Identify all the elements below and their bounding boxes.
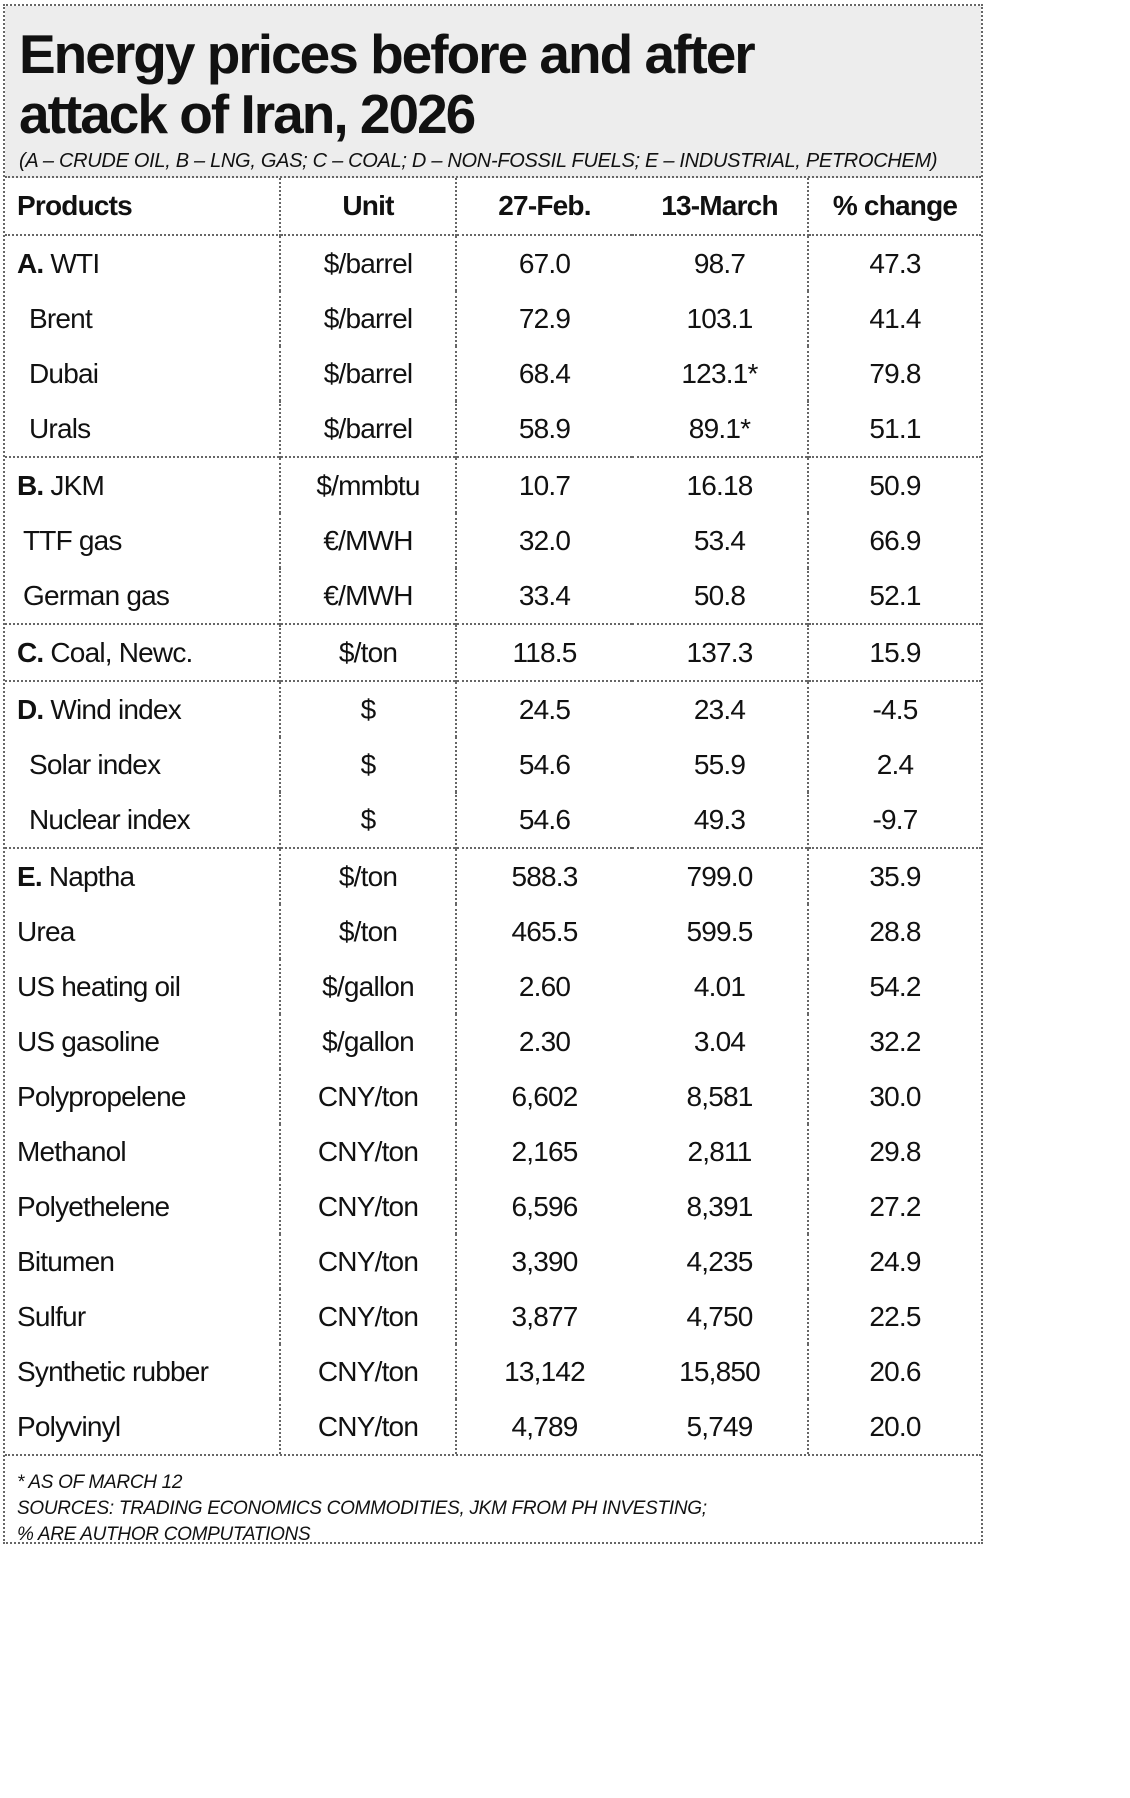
product-cell xyxy=(5,1179,280,1234)
table-row xyxy=(5,848,981,904)
price-13-march-cell: 2,811 xyxy=(632,1124,808,1179)
table-row xyxy=(5,1069,981,1124)
unit-cell: $/ton xyxy=(280,624,456,681)
price-27-feb-cell: 6,596 xyxy=(511,1190,578,1222)
product-name: Sulfur xyxy=(17,1300,86,1332)
product-name: TTF gas xyxy=(23,524,122,556)
price-27-feb-cell: 3,877 xyxy=(511,1300,578,1332)
table-row xyxy=(5,681,981,737)
price-13-march-cell: 15,850 xyxy=(632,1344,808,1399)
table-row xyxy=(5,1344,981,1399)
unit-cell: CNY/ton xyxy=(280,1289,456,1344)
footnote-asterisk: * AS OF MARCH 12 xyxy=(17,1472,183,1493)
pct-change-cell: 20.0 xyxy=(869,1410,921,1442)
page-title xyxy=(19,24,969,144)
price-27-feb-cell: 588.3 xyxy=(456,848,632,904)
pct-change-cell: 15.9 xyxy=(808,624,981,681)
product-cell xyxy=(5,792,280,848)
price-27-feb-cell: 2,165 xyxy=(511,1135,578,1167)
pct-change-cell: 51.1 xyxy=(869,412,921,444)
price-13-march-cell: 89.1* xyxy=(632,401,808,457)
product-cell xyxy=(5,346,280,401)
price-13-march-cell: 4,750 xyxy=(632,1289,808,1344)
unit-cell: $ xyxy=(280,737,456,792)
price-27-feb-cell: 32.0 xyxy=(518,524,571,556)
price-13-march-cell: 16.18 xyxy=(632,457,808,513)
price-13-march-cell: 8,581 xyxy=(632,1069,808,1124)
table-row xyxy=(5,568,981,624)
price-27-feb-cell: 118.5 xyxy=(456,624,632,681)
product-name: Naptha xyxy=(41,860,135,892)
price-27-feb-cell: 10.7 xyxy=(456,457,632,513)
unit-cell: CNY/ton xyxy=(280,1234,456,1289)
price-13-march-cell: 123.1* xyxy=(632,346,808,401)
table-row xyxy=(5,513,981,568)
unit-cell: CNY/ton xyxy=(280,1399,456,1454)
product-name: Urea xyxy=(17,915,75,947)
price-27-feb-cell: 4,789 xyxy=(511,1410,578,1442)
pct-change-cell: 20.6 xyxy=(869,1355,921,1387)
product-name: US gasoline xyxy=(17,1025,160,1057)
unit-cell: $/barrel xyxy=(280,401,456,457)
table-row xyxy=(5,291,981,346)
prices-table xyxy=(5,178,981,1454)
table-row xyxy=(5,235,981,291)
table-body xyxy=(5,235,981,1454)
pct-change-cell: 66.9 xyxy=(869,524,921,556)
unit-cell: $ xyxy=(280,681,456,737)
product-cell xyxy=(5,1344,280,1399)
footnotes xyxy=(5,1454,981,1548)
footnote-sources: SOURCES: TRADING ECONOMICS COMMODITIES, JKM FROM PH INVESTING; xyxy=(17,1498,707,1519)
unit-cell: CNY/ton xyxy=(280,1179,456,1234)
product-cell xyxy=(5,737,280,792)
unit-cell: $/ton xyxy=(280,848,456,904)
pct-change-cell: 41.4 xyxy=(869,302,921,334)
price-13-march-cell: 103.1 xyxy=(632,291,808,346)
footnote-computations: % ARE AUTHOR COMPUTATIONS xyxy=(17,1524,311,1545)
product-name: Polyvinyl xyxy=(17,1410,121,1442)
pct-change-cell: 50.9 xyxy=(808,457,981,513)
table-row xyxy=(5,346,981,401)
pct-change-cell: 32.2 xyxy=(869,1025,921,1057)
price-27-feb-cell: 67.0 xyxy=(518,247,571,279)
col-header-products: Products xyxy=(5,178,280,235)
product-name: Bitumen xyxy=(17,1245,115,1277)
product-name: Synthetic rubber xyxy=(17,1355,209,1387)
product-cell xyxy=(5,848,280,904)
unit-cell: $ xyxy=(280,792,456,848)
product-cell xyxy=(5,291,280,346)
price-27-feb-cell: 6,602 xyxy=(511,1080,578,1112)
title-line-1: Energy prices before and after xyxy=(19,23,754,85)
product-name: Polypropelene xyxy=(17,1080,186,1112)
price-13-march-cell: 5,749 xyxy=(632,1399,808,1454)
col-header-27-feb: 27-Feb. xyxy=(456,178,632,235)
price-27-feb-cell: 13,142 xyxy=(504,1355,585,1387)
product-cell xyxy=(5,904,280,959)
pct-change-cell: 30.0 xyxy=(869,1080,921,1112)
price-27-feb-cell: 33.4 xyxy=(518,579,571,611)
price-13-march-cell: 4.01 xyxy=(632,959,808,1014)
unit-cell: $/barrel xyxy=(280,346,456,401)
product-name: JKM xyxy=(43,469,104,501)
group-code: C. xyxy=(17,636,44,668)
product-cell xyxy=(5,457,280,513)
product-cell xyxy=(5,568,280,624)
price-27-feb-cell: 2.30 xyxy=(518,1025,571,1057)
price-27-feb-cell: 2.60 xyxy=(518,970,571,1002)
price-27-feb-cell: 54.6 xyxy=(518,803,571,835)
price-27-feb-cell: 465.5 xyxy=(511,915,578,947)
product-cell xyxy=(5,1069,280,1124)
price-13-march-cell: 49.3 xyxy=(632,792,808,848)
product-cell xyxy=(5,1289,280,1344)
col-header-pct-change: % change xyxy=(808,178,981,235)
unit-cell: €/MWH xyxy=(280,513,456,568)
table-row xyxy=(5,1234,981,1289)
subtitle: (A – CRUDE OIL, B – LNG, GAS; C – COAL; D – NON-FOSSIL FUELS; E – INDUSTRIAL, PETROCHEM) xyxy=(19,150,938,172)
unit-cell: CNY/ton xyxy=(280,1124,456,1179)
product-name: Wind index xyxy=(43,693,181,725)
table-row xyxy=(5,1124,981,1179)
pct-change-cell: 54.2 xyxy=(869,970,921,1002)
col-header-13-march: 13-March xyxy=(632,178,808,235)
product-name: Brent xyxy=(29,302,92,334)
pct-change-cell: 27.2 xyxy=(869,1190,921,1222)
title-line-2: attack of Iran, 2026 xyxy=(19,83,475,145)
pct-change-cell: 22.5 xyxy=(869,1300,921,1332)
table-row xyxy=(5,737,981,792)
product-cell xyxy=(5,959,280,1014)
col-header-unit: Unit xyxy=(280,178,456,235)
table-row xyxy=(5,401,981,457)
table-row xyxy=(5,1014,981,1069)
price-27-feb-cell: 24.5 xyxy=(456,681,632,737)
price-27-feb-cell: 68.4 xyxy=(518,357,571,389)
product-name: WTI xyxy=(43,247,100,279)
table-header-row xyxy=(5,178,981,235)
product-name: Polyethelene xyxy=(17,1190,170,1222)
table-row xyxy=(5,1399,981,1454)
product-cell xyxy=(5,1234,280,1289)
product-cell xyxy=(5,1399,280,1454)
pct-change-cell: 28.8 xyxy=(869,915,921,947)
group-code: B. xyxy=(17,469,44,501)
pct-change-cell: 2.4 xyxy=(876,748,914,780)
product-name: Coal, Newc. xyxy=(43,636,193,668)
pct-change-cell: -4.5 xyxy=(808,681,981,737)
group-code: E. xyxy=(17,860,42,892)
group-code: D. xyxy=(17,693,44,725)
table-row xyxy=(5,1289,981,1344)
product-name: US heating oil xyxy=(17,970,181,1002)
table-row xyxy=(5,959,981,1014)
price-13-march-cell: 599.5 xyxy=(632,904,808,959)
product-cell xyxy=(5,401,280,457)
unit-cell: €/MWH xyxy=(280,568,456,624)
pct-change-cell: 52.1 xyxy=(869,579,921,611)
product-name: Urals xyxy=(29,412,91,444)
product-name: Nuclear index xyxy=(29,803,190,835)
price-27-feb-cell: 3,390 xyxy=(511,1245,578,1277)
price-13-march-cell: 4,235 xyxy=(632,1234,808,1289)
unit-cell: $/barrel xyxy=(280,235,456,291)
group-code: A. xyxy=(17,247,44,279)
product-cell xyxy=(5,235,280,291)
price-27-feb-cell: 72.9 xyxy=(518,302,571,334)
unit-cell: $/ton xyxy=(280,904,456,959)
product-cell xyxy=(5,1124,280,1179)
price-13-march-cell: 53.4 xyxy=(632,513,808,568)
price-27-feb-cell: 54.6 xyxy=(518,748,571,780)
product-name: Dubai xyxy=(29,357,99,389)
product-cell xyxy=(5,1014,280,1069)
price-13-march-cell: 3.04 xyxy=(632,1014,808,1069)
pct-change-cell: 29.8 xyxy=(869,1135,921,1167)
pct-change-cell: 79.8 xyxy=(869,357,921,389)
price-13-march-cell: 8,391 xyxy=(632,1179,808,1234)
price-13-march-cell: 98.7 xyxy=(632,235,808,291)
product-name: German gas xyxy=(23,579,170,611)
energy-prices-table-card xyxy=(3,4,983,1544)
table-row xyxy=(5,792,981,848)
unit-cell: $/barrel xyxy=(280,291,456,346)
product-cell xyxy=(5,624,280,681)
table-row xyxy=(5,624,981,681)
unit-cell: CNY/ton xyxy=(280,1344,456,1399)
price-13-march-cell: 50.8 xyxy=(632,568,808,624)
price-27-feb-cell: 58.9 xyxy=(518,412,571,444)
unit-cell: $/mmbtu xyxy=(280,457,456,513)
table-row xyxy=(5,1179,981,1234)
table-row xyxy=(5,904,981,959)
pct-change-cell: 24.9 xyxy=(869,1245,921,1277)
pct-change-cell: -9.7 xyxy=(872,803,918,835)
product-name: Solar index xyxy=(29,748,161,780)
unit-cell: CNY/ton xyxy=(280,1069,456,1124)
price-13-march-cell: 23.4 xyxy=(632,681,808,737)
pct-change-cell: 47.3 xyxy=(869,247,921,279)
unit-cell: $/gallon xyxy=(280,1014,456,1069)
pct-change-cell: 35.9 xyxy=(808,848,981,904)
product-cell xyxy=(5,513,280,568)
price-13-march-cell: 799.0 xyxy=(632,848,808,904)
header-block xyxy=(5,6,981,178)
table-row xyxy=(5,457,981,513)
product-name: Methanol xyxy=(17,1135,126,1167)
unit-cell: $/gallon xyxy=(280,959,456,1014)
price-13-march-cell: 137.3 xyxy=(632,624,808,681)
price-13-march-cell: 55.9 xyxy=(632,737,808,792)
product-cell xyxy=(5,681,280,737)
